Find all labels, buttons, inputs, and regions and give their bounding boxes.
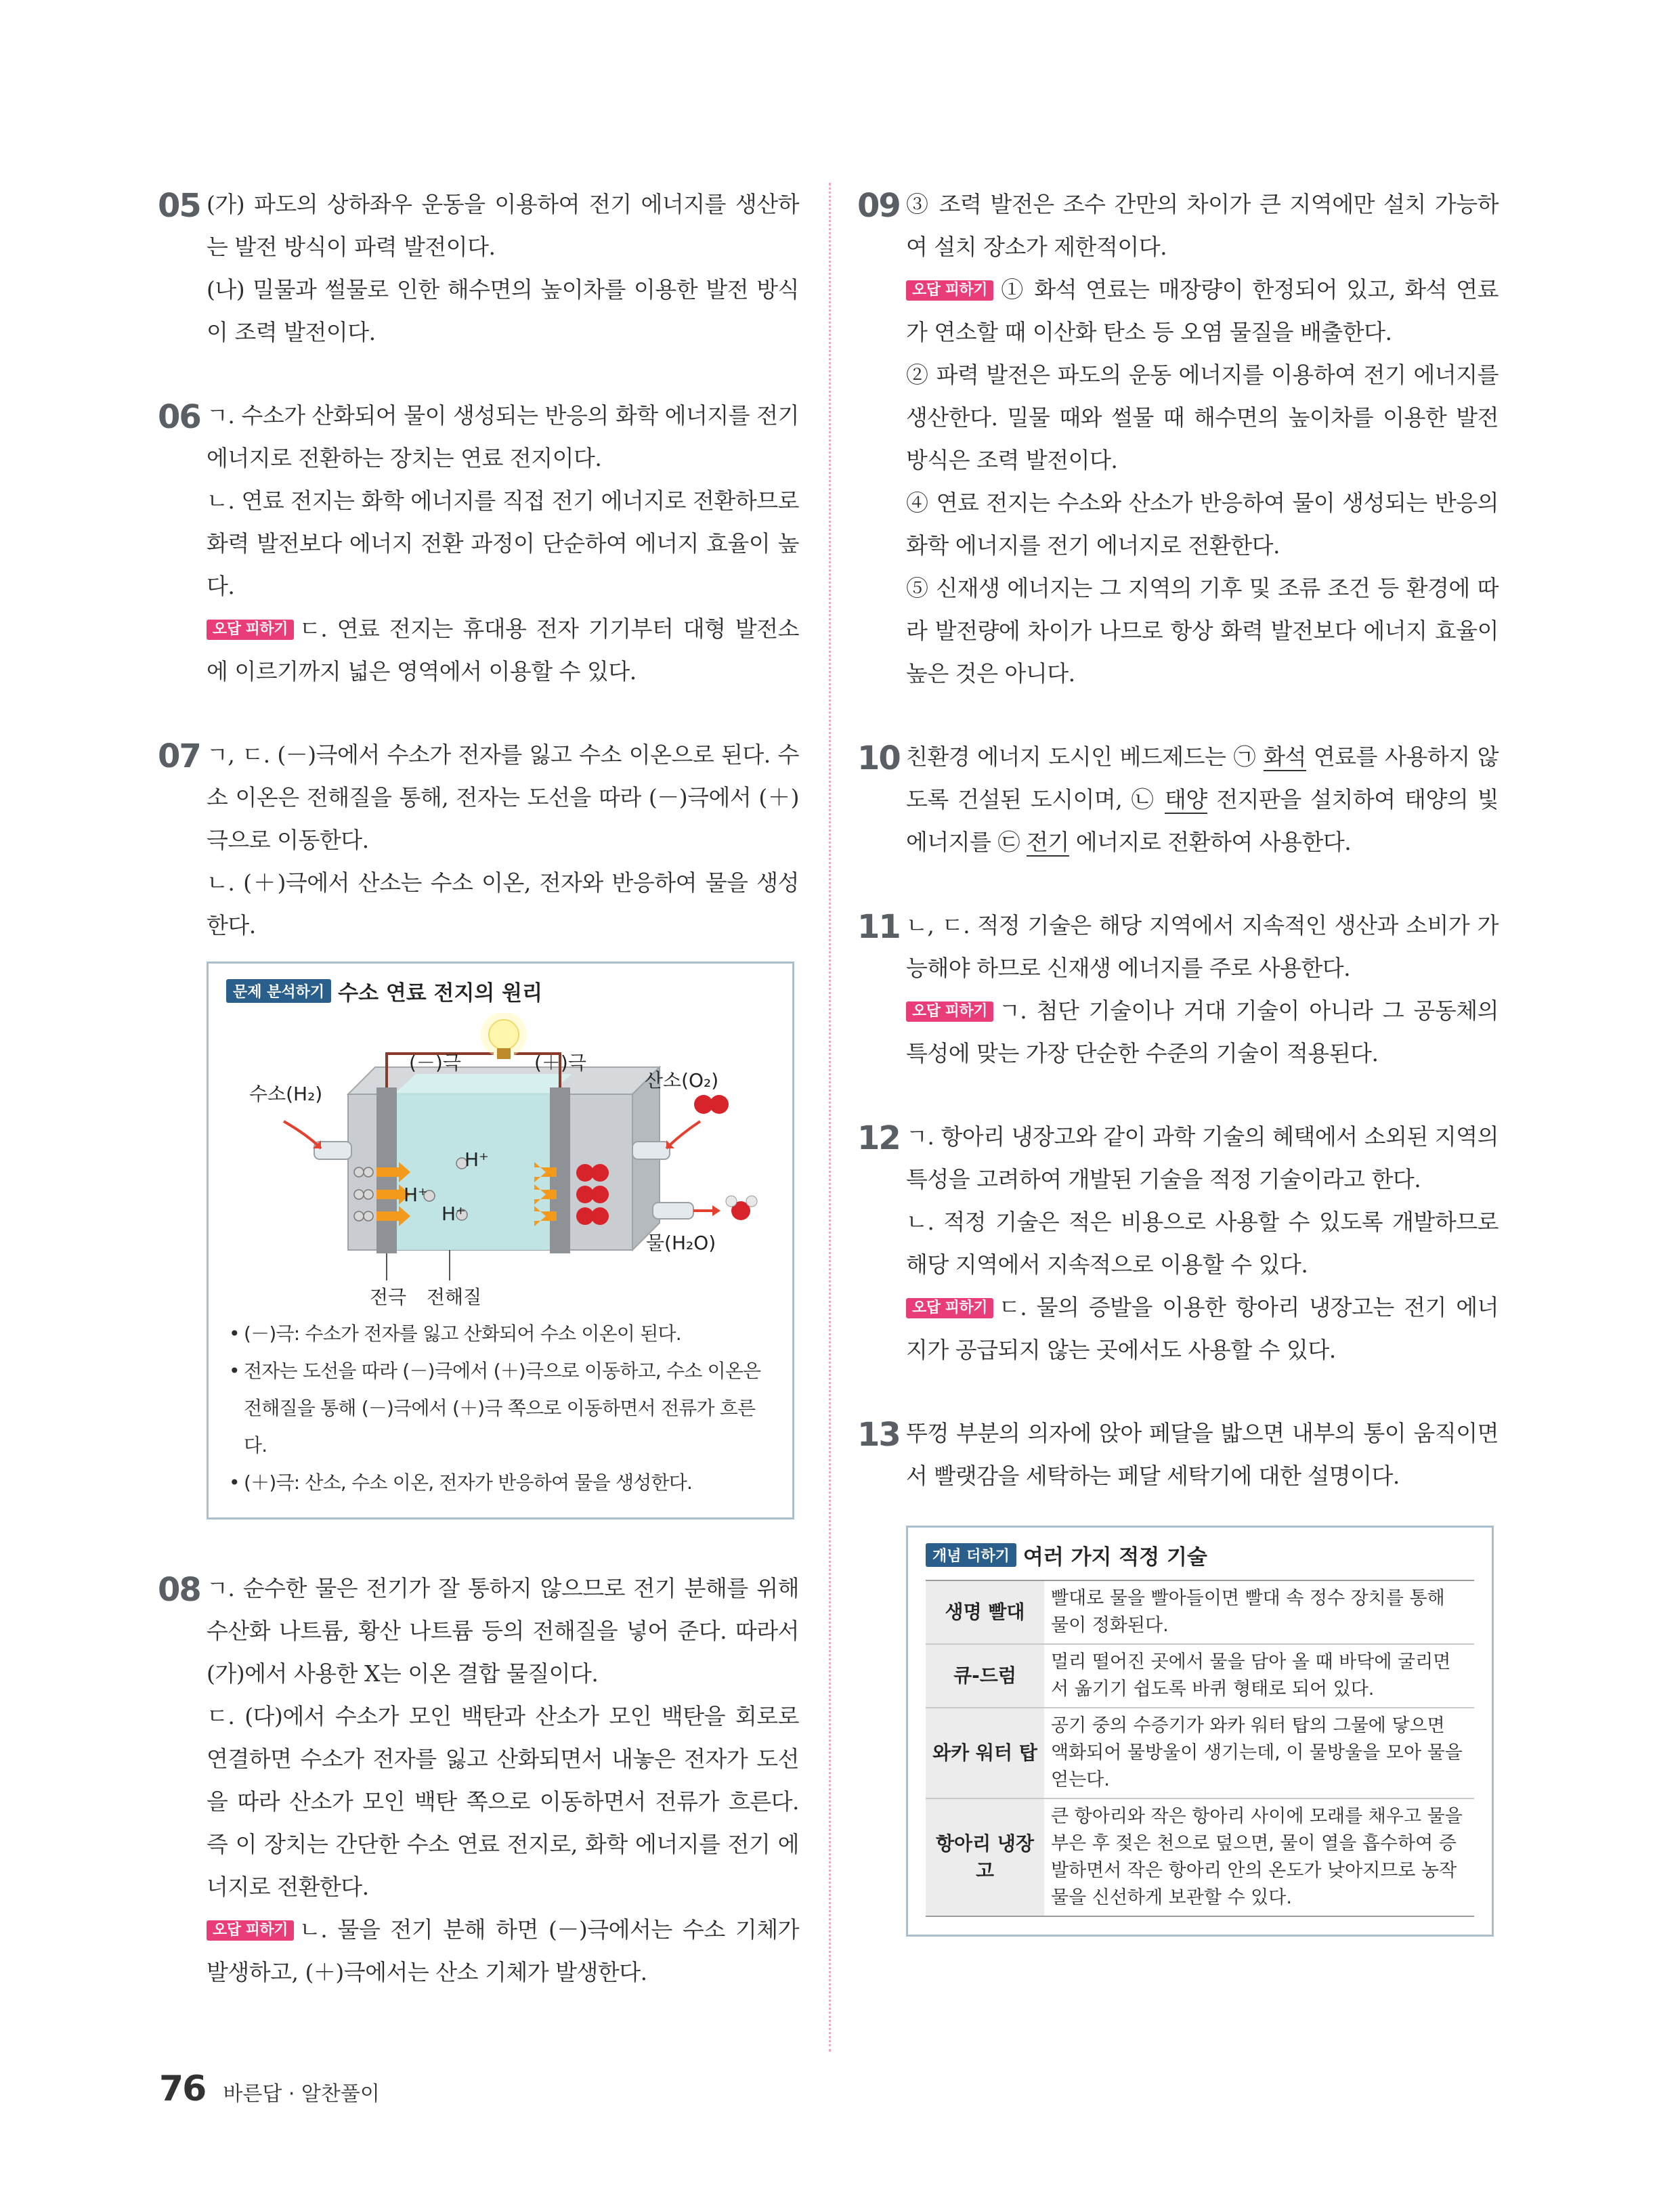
wrong-answer-tag: 오답 피하기 <box>207 1920 294 1941</box>
answer-line: ㄱ. 순수한 물은 전기가 잘 통하지 않으므로 전기 분해를 위해 수산화 나트륨, 황산 나트륨 등의 전해질을 넣어 준다. 따라서 (가)에서 사용한 X는 이온 결합 물질이다. <box>207 1575 799 1687</box>
table-row <box>926 1644 1474 1708</box>
appropriate-tech-table <box>926 1580 1474 1917</box>
answer-line: ㄴ, ㄷ. 적정 기술은 해당 지역에서 지속적인 생산과 소비가 가능해야 하므로 신재생 에너지를 주로 사용한다. <box>906 912 1499 981</box>
bullet-item: • (＋)극: 산소, 수소 이온, 전자가 반응하여 물을 생성한다. <box>226 1464 775 1501</box>
column-divider <box>829 183 831 2052</box>
analysis-tag: 문제 분석하기 <box>226 979 331 1003</box>
bullet-item: • 전자는 도선을 따라 (－)극에서 (＋)극으로 이동하고, 수소 이온은 전해질을 통해 (－)극에서 (＋)극 쪽으로 이동하면서 전류가 흐른다. <box>226 1352 775 1464</box>
analysis-box-header <box>226 976 775 1006</box>
tech-name: 와카 워터 탑 <box>926 1708 1044 1798</box>
answer-line <box>906 735 1499 863</box>
wrong-answer-tag: 오답 피하기 <box>906 280 993 301</box>
plus-electrode-label: (＋)극 <box>534 1052 586 1074</box>
text-part: 전지판을 설치하여 태양의 빛에너지를 ㉢ <box>906 786 1499 855</box>
analysis-box <box>207 962 794 1519</box>
analysis-title: 수소 연료 전지의 원리 <box>338 981 543 1006</box>
fuel-cell-illustration <box>226 1013 776 1311</box>
question-10 <box>859 735 1499 863</box>
wrong-answer-text: ㄴ. 물을 전기 분해 하면 (－)극에서는 수소 기체가 발생하고, (＋)극에서는 산소 기체가 발생한다. <box>207 1916 799 1985</box>
analysis-bullets <box>226 1315 775 1501</box>
question-11 <box>859 904 1499 1075</box>
question-12 <box>859 1115 1499 1371</box>
answer-line: ㄱ. 항아리 냉장고와 같이 과학 기술의 혜택에서 소외된 지역의 특성을 고려하여 개발된 기술을 적정 기술이라고 한다. <box>906 1123 1499 1192</box>
answer-line: (나) 밀물과 썰물로 인한 해수면의 높이차를 이용한 발전 방식이 조력 발전이다. <box>207 276 799 345</box>
tech-description: 큰 항아리와 작은 항아리 사이에 모래를 채우고 물을 부은 후 젖은 천으로 덮으면, 물이 열을 흡수하여 증발하면서 작은 항아리 안의 온도가 낮아지므로 농작물을 신선하게 보관할 수 있다. <box>1044 1798 1474 1916</box>
answer-line: (가) 파도의 상하좌우 운동을 이용하여 전기 에너지를 생산하는 발전 방식이 파력 발전이다. <box>207 191 799 260</box>
fuel-cell-diagram <box>226 1013 775 1311</box>
question-05 <box>159 183 799 353</box>
question-number: 05 <box>158 187 200 225</box>
wrong-answer-text: ㄷ. 물의 증발을 이용한 항아리 냉장고는 전기 에너지가 공급되지 않는 곳에서도 사용할 수 있다. <box>906 1294 1499 1363</box>
minus-electrode-label: (－)극 <box>409 1052 461 1074</box>
underlined-answer: 화석 <box>1264 743 1306 770</box>
answer-line: ㄴ. 적정 기술은 적은 비용으로 사용할 수 있도록 개발하므로 해당 지역에서 지속적으로 이용할 수 있다. <box>906 1209 1499 1278</box>
hydrogen-label: 수소(H₂) <box>249 1083 323 1105</box>
question-07 <box>159 733 799 947</box>
wrong-answer-note <box>906 268 1499 353</box>
answer-line: 뚜껑 부분의 의자에 앉아 페달을 밟으면 내부의 통이 움직이면서 빨랫감을 세탁하는 페달 세탁기에 대한 설명이다. <box>906 1420 1499 1489</box>
text-part: 에너지로 전환하여 사용한다. <box>1069 829 1352 855</box>
tech-name: 큐-드럼 <box>926 1644 1044 1708</box>
question-number: 09 <box>857 187 900 225</box>
concept-title: 여러 가지 적정 기술 <box>1022 1545 1207 1570</box>
hydrogen-ion-label: H⁺ <box>465 1148 489 1171</box>
wrong-answer-tag: 오답 피하기 <box>207 620 294 640</box>
answer-line: ② 파력 발전은 파도의 운동 에너지를 이용하여 전기 에너지를 생산한다. 밀물 때와 썰물 때 해수면의 높이차를 이용한 발전 방식은 조력 발전이다. <box>906 362 1499 473</box>
answer-line: ㄴ. (＋)극에서 산소는 수소 이온, 전자와 반응하여 물을 생성한다. <box>207 869 799 939</box>
hydrogen-ion-label: H⁺ <box>404 1184 428 1206</box>
electrolyte-label: 전해질 <box>427 1286 482 1308</box>
tech-name: 항아리 냉장고 <box>926 1798 1044 1916</box>
table-row <box>926 1708 1474 1798</box>
question-number: 11 <box>857 908 900 946</box>
wrong-answer-note <box>906 989 1499 1075</box>
concept-box <box>906 1526 1494 1937</box>
concept-box-header <box>926 1540 1474 1570</box>
question-number: 07 <box>158 737 200 775</box>
wrong-answer-text: ㄱ. 첨단 기술이나 거대 기술이 아니라 그 공동체의 특성에 맞는 가장 단순한 수준의 기술이 적용된다. <box>906 997 1499 1066</box>
electrode-label: 전극 <box>370 1286 407 1308</box>
tech-description: 공기 중의 수증기가 와카 워터 탑의 그물에 닿으면 액화되어 물방울이 생기는데, 이 물방울을 모아 물을 얻는다. <box>1044 1708 1474 1798</box>
question-09 <box>859 183 1499 695</box>
answer-line: ④ 연료 전지는 수소와 산소가 반응하여 물이 생성되는 반응의 화학 에너지를 전기 에너지로 전환한다. <box>906 490 1499 559</box>
wrong-answer-note <box>207 607 799 693</box>
answer-line: ㄷ. (다)에서 수소가 모인 백탄과 산소가 모인 백탄을 회로로 연결하면 수소가 전자를 잃고 산화되면서 내놓은 전자가 도선을 따라 산소가 모인 백탄 쪽으로 이동하면서 전류가 흐른다. 즉 이 장치는 간단한 수소 연료 전지로, 화학 에너지를 전기 에너지로 전환한다. <box>207 1703 799 1900</box>
bullet-item: • (－)극: 수소가 전자를 잃고 산화되어 수소 이온이 된다. <box>226 1315 775 1352</box>
question-number: 13 <box>857 1416 900 1454</box>
tech-description: 멀리 떨어진 곳에서 물을 담아 올 때 바닥에 굴리면서 옮기기 쉽도록 바퀴 형태로 되어 있다. <box>1044 1644 1474 1708</box>
left-column <box>159 183 799 2034</box>
text-part: 연료를 사용하지 않도록 건설된 도시이며, ㉡ <box>906 743 1499 813</box>
water-label: 물(H₂O) <box>646 1232 716 1254</box>
answer-line: ㄱ, ㄷ. (－)극에서 수소가 전자를 잃고 수소 이온으로 된다. 수소 이온은 전해질을 통해, 전자는 도선을 따라 (－)극에서 (＋)극으로 이동한다. <box>207 741 799 853</box>
right-column <box>859 183 1499 1937</box>
wrong-answer-tag: 오답 피하기 <box>906 1298 993 1318</box>
question-13 <box>859 1412 1499 1497</box>
question-number: 12 <box>857 1119 900 1157</box>
wrong-answer-note <box>207 1908 799 1993</box>
page-footer <box>159 2069 380 2109</box>
table-row <box>926 1798 1474 1916</box>
wrong-answer-text: ① 화석 연료는 매장량이 한정되어 있고, 화석 연료가 연소할 때 이산화 탄소 등 오염 물질을 배출한다. <box>906 276 1499 345</box>
answer-line: ⑤ 신재생 에너지는 그 지역의 기후 및 조류 조건 등 환경에 따라 발전량에 차이가 나므로 항상 화력 발전보다 에너지 효율이 높은 것은 아니다. <box>906 575 1499 687</box>
question-08 <box>159 1567 799 1993</box>
answer-line: ③ 조력 발전은 조수 간만의 차이가 큰 지역에만 설치 가능하여 설치 장소가 제한적이다. <box>906 191 1499 260</box>
question-number: 10 <box>857 739 900 777</box>
concept-tag: 개념 더하기 <box>926 1543 1016 1567</box>
wrong-answer-tag: 오답 피하기 <box>906 1001 993 1022</box>
hydrogen-ion-label: H⁺ <box>441 1203 466 1225</box>
table-row <box>926 1580 1474 1644</box>
tech-name: 생명 빨대 <box>926 1580 1044 1644</box>
question-number: 06 <box>158 398 200 436</box>
wrong-answer-note <box>906 1286 1499 1371</box>
answer-line: ㄱ. 수소가 산화되어 물이 생성되는 반응의 화학 에너지를 전기 에너지로 전환하는 장치는 연료 전지이다. <box>207 402 799 471</box>
tech-description: 빨대로 물을 빨아들이면 빨대 속 정수 장치를 통해 물이 정화된다. <box>1044 1580 1474 1644</box>
wrong-answer-text: ㄷ. 연료 전지는 휴대용 전자 기기부터 대형 발전소에 이르기까지 넓은 영역에서 이용할 수 있다. <box>207 616 799 685</box>
question-06 <box>159 394 799 693</box>
question-number: 08 <box>158 1571 200 1609</box>
book-section-title: 바른답 · 알찬풀이 <box>223 2082 380 2106</box>
underlined-answer: 전기 <box>1027 829 1069 855</box>
answer-line: ㄴ. 연료 전지는 화학 에너지를 직접 전기 에너지로 전환하므로 화력 발전보다 에너지 전환 과정이 단순하여 에너지 효율이 높다. <box>207 488 799 599</box>
text-part: 친환경 에너지 도시인 베드제드는 ㉠ <box>906 743 1264 770</box>
page-number: 76 <box>159 2069 206 2109</box>
oxygen-label: 산소(O₂) <box>645 1069 719 1092</box>
underlined-answer: 태양 <box>1165 786 1207 813</box>
